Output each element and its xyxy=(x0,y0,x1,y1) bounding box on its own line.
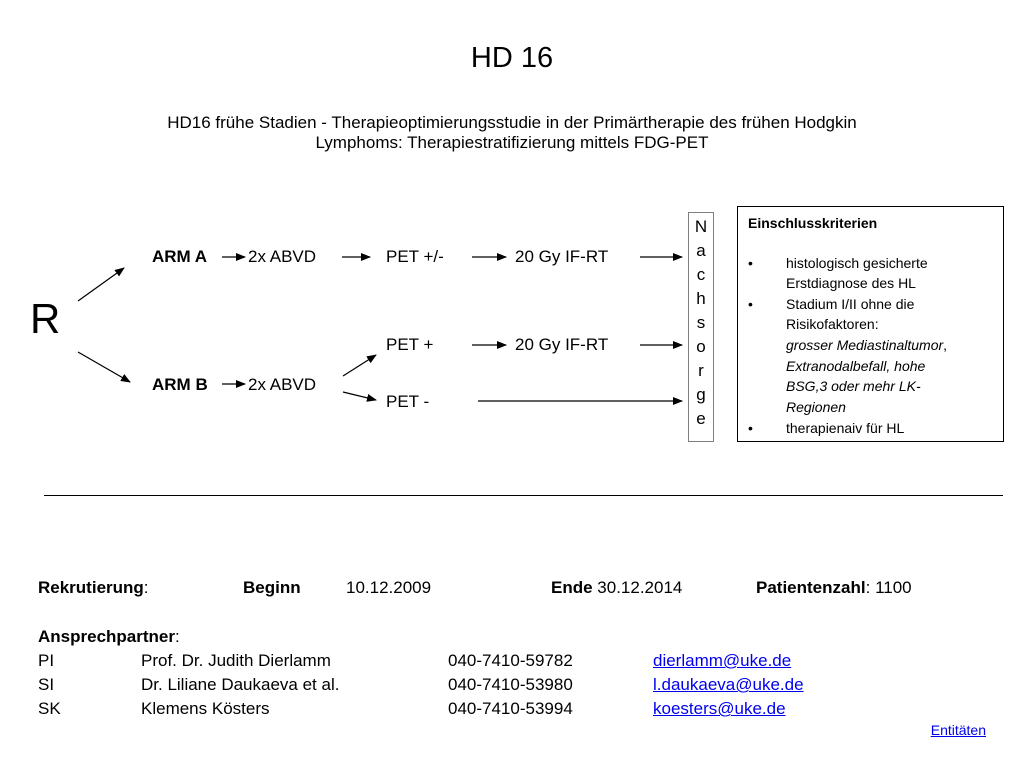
subtitle-line-2: Lymphoms: Therapiestratifizierung mittels FDG-PET xyxy=(315,133,709,152)
page-title: HD 16 xyxy=(470,42,554,74)
nachsorge-letter: o xyxy=(696,337,706,356)
arrow-r-to-arm-b xyxy=(78,352,130,382)
contact-phone: 040-7410-53994 xyxy=(448,699,573,718)
arrow-abvd-b-to-pet-neg xyxy=(343,392,376,400)
arm-b-pet-positive: PET + xyxy=(386,335,434,354)
criteria-item-2-line-4: Extranodalbefall, hohe xyxy=(786,358,926,374)
criteria-item-1-line-2: Erstdiagnose des HL xyxy=(786,275,916,291)
arm-a-label: ARM A xyxy=(152,247,208,266)
end-date: 30.12.2014 xyxy=(597,578,683,597)
arm-a-pet: PET +/- xyxy=(386,247,444,266)
contact-role: SK xyxy=(38,699,61,718)
horizontal-divider xyxy=(44,495,1003,496)
criteria-item-2-line-2: Risikofaktoren: xyxy=(786,316,879,332)
criteria-item-3: therapienaiv für HL xyxy=(786,420,905,436)
contacts-heading: Ansprechpartner: xyxy=(38,627,180,646)
subtitle-line-1: HD16 frühe Stadien - Therapieoptimierungsstudie in der Primärtherapie des frühen Hodgkin xyxy=(167,113,857,132)
contact-email-link[interactable]: koesters@uke.de xyxy=(653,699,786,718)
contact-role: SI xyxy=(38,675,55,694)
criteria-comma: , xyxy=(943,337,948,353)
nachsorge-letter: c xyxy=(696,265,706,284)
arm-b-pet-negative: PET - xyxy=(386,392,430,411)
bullet-icon: • xyxy=(748,255,753,271)
contact-name: Klemens Kösters xyxy=(141,699,270,718)
end-label: Ende xyxy=(551,578,593,597)
contact-phone: 040-7410-59782 xyxy=(448,651,573,670)
criteria-item-1-line-1: histologisch gesicherte xyxy=(786,255,928,271)
criteria-italic-text: grosser Mediastinaltumor xyxy=(786,337,944,353)
arrow-r-to-arm-a xyxy=(78,268,124,301)
randomization-node: R xyxy=(30,295,61,342)
criteria-item-2-line-1: Stadium I/II ohne die xyxy=(786,296,915,312)
patients-field: Patientenzahl: 1100 xyxy=(756,578,912,597)
criteria-item-2-line-6: Regionen xyxy=(786,399,846,415)
end-field xyxy=(551,578,682,598)
nachsorge-box xyxy=(688,212,714,442)
bullet-icon: • xyxy=(748,420,753,436)
patients-label: Patientenzahl xyxy=(756,578,866,597)
nachsorge-letter: r xyxy=(698,361,704,380)
nachsorge-letter: e xyxy=(696,409,706,428)
recruitment-label: Rekrutierung: xyxy=(38,578,149,597)
contact-name: Prof. Dr. Judith Dierlamm xyxy=(141,651,331,670)
contact-name: Dr. Liliane Daukaeva et al. xyxy=(141,675,340,694)
nachsorge-letter: a xyxy=(696,241,706,260)
arm-b-therapy: 2x ABVD xyxy=(248,375,317,394)
patients-value: 1100 xyxy=(875,578,912,597)
arm-b-label: ARM B xyxy=(152,375,208,394)
begin-date: 10.12.2009 xyxy=(346,578,432,597)
criteria-heading: Einschlusskriterien xyxy=(748,215,878,231)
arm-a-therapy: 2x ABVD xyxy=(248,247,317,266)
arm-a-radiation: 20 Gy IF-RT xyxy=(515,247,609,266)
entities-link[interactable]: Entitäten xyxy=(930,722,986,738)
contact-email-link[interactable]: dierlamm@uke.de xyxy=(653,651,792,670)
nachsorge-letter: h xyxy=(696,289,706,308)
inclusion-criteria-box xyxy=(737,206,1004,442)
bullet-icon: • xyxy=(748,296,753,312)
criteria-item-2-line-3 xyxy=(786,335,947,355)
contact-phone: 040-7410-53980 xyxy=(448,675,573,694)
arrow-abvd-b-to-pet-pos xyxy=(343,355,376,376)
nachsorge-letter: s xyxy=(696,313,706,332)
contact-role: PI xyxy=(38,651,55,670)
nachsorge-letter: g xyxy=(696,385,706,404)
arm-b-radiation: 20 Gy IF-RT xyxy=(515,335,609,354)
criteria-item-2-line-5: BSG,3 oder mehr LK- xyxy=(786,378,921,394)
nachsorge-letter: N xyxy=(694,217,708,236)
begin-label: Beginn xyxy=(243,578,301,597)
contact-email-link[interactable]: l.daukaeva@uke.de xyxy=(653,675,804,694)
